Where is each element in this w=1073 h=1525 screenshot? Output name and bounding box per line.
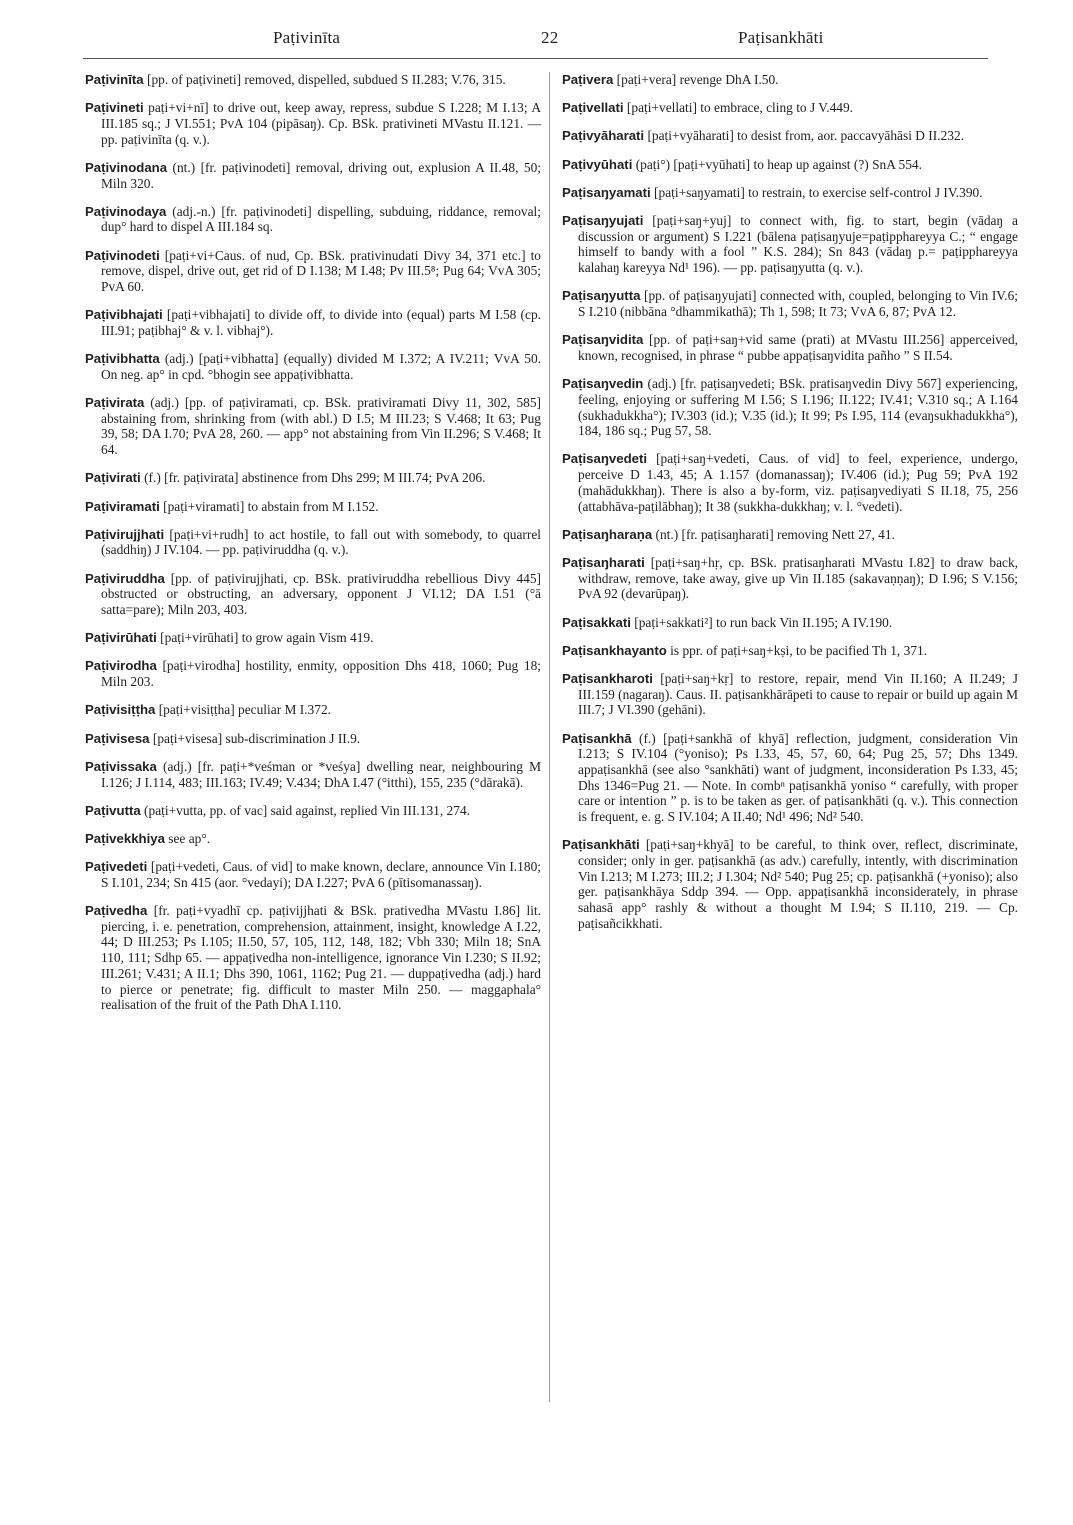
entry-definition: [paṭi+virūhati] to grow again Vism 419. bbox=[156, 630, 374, 646]
entry-definition: [paṭi+saŋ+kṛ] to restore, repair, mend Vin II.160; A II.249; J III.159 (nagaraŋ). Caus. II. paṭisankhārāpeti to cause to repair or build up again M III.7; J VI.390 (gehāni). bbox=[578, 670, 1018, 718]
dictionary-entry bbox=[85, 658, 541, 689]
dictionary-entry bbox=[562, 157, 1018, 173]
entry-headword: Paṭisankhayanto bbox=[562, 642, 667, 658]
entry-headword: Paṭivirati bbox=[85, 470, 141, 486]
entry-headword: Paṭivera bbox=[562, 72, 614, 87]
entry-headword: Paṭisaŋvedeti bbox=[562, 451, 648, 467]
entry-headword: Paṭivirata bbox=[85, 395, 145, 411]
entry-definition: (f.) [paṭi+sankhā of khyā] reflection, judgment, consideration Vin I.213; S IV.104 (°yoniso); Ps I.33, 45, 57, 60, 64; Pug 25, 57; Dhs 1349. appaṭisankhā (see also °sankhāti) want of judgment, inconsideration Ps I.33, 45; Dhs 1346=Pug 21. — Note. In combⁿ paṭisankhā yoniso “ carefully, with proper care or intention ” p. is to be taken as ger. of paṭisankhāti (q. v.). This connection is frequent, e. g. S IV.104; A II.40; Nd¹ 496; Nd² 540. bbox=[578, 730, 1018, 825]
header-right-guide-word: Paṭisankhāti bbox=[738, 28, 824, 47]
left-column bbox=[85, 72, 541, 1025]
entry-headword: Paṭivellati bbox=[562, 100, 624, 116]
entry-definition: [pp. of paṭisaŋyujati] connected with, coupled, belonging to Vin IV.6; S I.210 (nibbāna °dhammikathā); Th 1, 598; It 73; VvA 6, 87; PvA 12. bbox=[578, 288, 1018, 320]
entry-definition: [paṭi+visiṭṭha] peculiar M I.372. bbox=[155, 702, 331, 718]
entry-headword: Paṭisankhāti bbox=[562, 837, 640, 853]
dictionary-entry bbox=[562, 555, 1018, 602]
entry-definition: (paṭi°) [paṭi+vyūhati] to heap up against (?) SnA 554. bbox=[632, 156, 922, 172]
entry-headword: Paṭivyāharati bbox=[562, 128, 645, 144]
dictionary-entry bbox=[562, 213, 1018, 276]
dictionary-entry bbox=[562, 185, 1018, 201]
entry-definition: (adj.-n.) [fr. paṭivinodeti] dispelling, subduing, riddance, removal; dup° hard to dispel A III.184 sq. bbox=[101, 203, 541, 235]
dictionary-entry bbox=[85, 204, 541, 235]
entry-headword: Paṭisaŋyamati bbox=[562, 184, 651, 200]
entry-definition: [pp. of paṭivirujjhati, cp. BSk. prativiruddha rebellious Divy 445] obstructed or obstructing, an adversary, opponent J VI.12; DA I.51 (°ā satta=pare); Miln 203, 403. bbox=[101, 570, 541, 618]
dictionary-entry bbox=[85, 859, 541, 890]
right-column bbox=[562, 72, 1018, 944]
dictionary-entry bbox=[85, 160, 541, 191]
entry-definition: [paṭi+saŋyamati] to restrain, to exercise self-control J IV.390. bbox=[650, 184, 983, 200]
header-left-guide-word: Paṭivinīta bbox=[273, 28, 341, 47]
dictionary-entry bbox=[85, 731, 541, 747]
dictionary-entry bbox=[562, 376, 1018, 439]
dictionary-entry bbox=[562, 527, 1018, 543]
dictionary-entry bbox=[562, 731, 1018, 825]
entry-definition: [paṭi+vyāharati] to desist from, aor. paccavyāhāsi D II.232. bbox=[644, 128, 964, 144]
dictionary-entry bbox=[562, 288, 1018, 319]
entry-headword: Paṭivekkhiya bbox=[85, 830, 165, 846]
entry-headword: Paṭivutta bbox=[85, 802, 141, 818]
entry-definition: [paṭi+sakkati²] to run back Vin II.195; A IV.190. bbox=[630, 614, 893, 630]
entry-headword: Paṭivedeti bbox=[85, 859, 148, 875]
entry-headword: Paṭiviramati bbox=[85, 498, 160, 514]
entry-headword: Paṭisankharoti bbox=[562, 670, 653, 686]
dictionary-entry bbox=[562, 451, 1018, 514]
dictionary-entry bbox=[562, 643, 1018, 659]
entry-definition: (adj.) [paṭi+vibhatta] (equally) divided M I.372; A IV.211; VvA 50. On neg. ap° in cpd. °bhogin see appaṭivibhatta. bbox=[101, 351, 541, 382]
entry-definition: [paṭi+vi+Caus. of nud, Cp. BSk. prativinudati Divy 34, 371 etc.] to remove, dispel, drive out, get rid of D I.138; M I.48; Pv III.5⁸; Pug 64; VvA 305; PvA 60. bbox=[101, 247, 541, 295]
entry-definition: (nt.) [fr. paṭivinodeti] removal, driving out, explusion A II.48, 50; Miln 320. bbox=[101, 159, 541, 191]
entry-headword: Paṭisakkati bbox=[562, 614, 631, 630]
entry-definition: (f.) [fr. paṭivirata] abstinence from Dhs 299; M III.74; PvA 206. bbox=[140, 470, 486, 486]
entry-definition: (adj.) [pp. of paṭiviramati, cp. BSk. prativiramati Divy 11, 302, 585] abstaining from, shrinking from (with abl.) D I.5; M III.23; S V.468; It 63; Pug 39, 58; DA I.70; PvA 28, 260. — app° not abstaining from Vin II.296; S V.468; It 64. bbox=[101, 395, 541, 458]
dictionary-entry bbox=[85, 571, 541, 618]
dictionary-entry bbox=[85, 630, 541, 646]
entry-definition: paṭi+vi+nī] to drive out, keep away, repress, subdue S I.228; M I.13; A III.185 sq.; J VI.551; PvA 104 (pipāsaŋ). Cp. BSk. prativineti MVastu II.121. — pp. paṭivinīta (q. v.). bbox=[101, 100, 541, 147]
entry-headword: Paṭivineti bbox=[85, 100, 144, 116]
entry-headword: Paṭivirodha bbox=[85, 658, 157, 674]
entry-headword: Paṭivisiṭṭha bbox=[85, 702, 156, 718]
entry-definition: is ppr. of paṭi+saŋ+kṣi, to be pacified Th 1, 371. bbox=[666, 642, 928, 658]
entry-headword: Paṭivissaka bbox=[85, 758, 157, 774]
dictionary-entry bbox=[85, 903, 541, 1013]
entry-definition: [paṭi+visesa] sub-discrimination J II.9. bbox=[149, 730, 361, 746]
entry-headword: Paṭisaŋyutta bbox=[562, 288, 641, 304]
entry-headword: Paṭisankhā bbox=[562, 730, 632, 746]
entry-headword: Paṭisaŋyujati bbox=[562, 213, 644, 229]
dictionary-entry bbox=[85, 702, 541, 718]
dictionary-entry bbox=[562, 128, 1018, 144]
entry-definition: [paṭi+vi+rudh] to act hostile, to fall out with somebody, to quarrel (saddhiŋ) J IV.104. — pp. paṭiviruddha (q. v.). bbox=[101, 526, 541, 558]
entry-definition: [pp. of paṭivineti] removed, dispelled, subdued S II.283; V.76, 315. bbox=[143, 72, 506, 87]
dictionary-entry bbox=[85, 803, 541, 819]
dictionary-entry bbox=[85, 100, 541, 147]
entry-definition: see ap°. bbox=[164, 830, 211, 846]
dictionary-entry bbox=[562, 837, 1018, 931]
dictionary-entry bbox=[85, 759, 541, 790]
entry-headword: Paṭivisesa bbox=[85, 730, 150, 746]
entry-headword: Paṭisaŋvedin bbox=[562, 376, 644, 392]
entry-headword: Paṭivinodeti bbox=[85, 247, 160, 263]
entry-definition: (adj.) [fr. paṭi+*veśman or *veśya] dwelling near, neighbouring M I.126; J I.114, 483; III.163; IV.49; V.434; DhA I.47 (°itthi), 155, 235 (°dārakā). bbox=[101, 758, 541, 790]
entry-headword: Paṭivinodaya bbox=[85, 203, 167, 219]
column-separator bbox=[549, 72, 550, 1402]
entry-headword: Paṭisaŋvidita bbox=[562, 332, 644, 348]
entry-definition: (paṭi+vutta, pp. of vac] said against, replied Vin III.131, 274. bbox=[140, 802, 470, 818]
dictionary-entry bbox=[85, 831, 541, 847]
dictionary-entry bbox=[85, 351, 541, 382]
entry-definition: (adj.) [fr. paṭisaŋvedeti; BSk. pratisaŋvedin Divy 567] experiencing, feeling, enjoying or suffering M I.56; S I.196; II.122; IV.41; V.310 sq.; A I.164 (sukhadukkha°); IV.303 (id.); V.35 (id.); It 99; Ps I.95, 114 (evaŋsukhadukkha°), 184, 186 sq.; Pug 57, 58. bbox=[578, 376, 1018, 439]
dictionary-entry bbox=[85, 470, 541, 486]
dictionary-entry bbox=[562, 615, 1018, 631]
entry-definition: [fr. paṭi+vyadhī cp. paṭivijjhati & BSk. prativedha MVastu I.86] lit. piercing, i. e. penetration, comprehension, attainment, insight, knowledge A I.22, 44; D III.253; Ps I.105; II.50, 57, 105, 112, 148, 182; Vbh 330; Miln 18; SnA 110, 111; Sdhp 65. — appaṭivedha non-intelligence, ignorance Vin I.230; S II.92; III.261; V.431; A II.1; Dhs 390, 1061, 1162; Pug 21. — duppaṭivedha (adj.) hard to pierce or penetrate; fig. difficult to master Miln 250. — maggaphala° realisation of the fruit of the Path DhA I.110. bbox=[101, 903, 541, 1013]
dictionary-entry bbox=[562, 332, 1018, 363]
dictionary-entry bbox=[562, 72, 1018, 88]
entry-definition: [paṭi+vedeti, Caus. of vid] to make known, declare, announce Vin I.180; S I.101, 234; Sn 415 (aor. °vedayi); DA I.227; PvA 6 (pītisomanassaŋ). bbox=[101, 859, 541, 890]
entry-definition: [paṭi+saŋ+hṛ, cp. BSk. pratisaŋharati MVastu I.82] to draw back, withdraw, remove, take away, give up Vin II.185 (sakavaṇṇaŋ); D I.96; S V.156; PvA 92 (devarūpaŋ). bbox=[578, 554, 1018, 602]
entry-headword: Paṭivedha bbox=[85, 903, 148, 919]
dictionary-entry bbox=[85, 248, 541, 295]
entry-headword: Paṭivirūhati bbox=[85, 630, 157, 646]
entry-definition: (nt.) [fr. paṭisaŋharati] removing Nett 27, 41. bbox=[652, 526, 895, 542]
entry-headword: Paṭiviruddha bbox=[85, 570, 165, 586]
page-number: 22 bbox=[541, 28, 559, 47]
entry-definition: [paṭi+vibhajati] to divide off, to divide into (equal) parts M I.58 (cp. III.91; paṭibhaj° & v. l. vibhaj°). bbox=[101, 307, 541, 338]
header-rule bbox=[83, 58, 988, 59]
entry-headword: Paṭivinīta bbox=[85, 72, 144, 87]
dictionary-entry bbox=[85, 499, 541, 515]
entry-headword: Paṭisaŋharati bbox=[562, 554, 645, 570]
dictionary-entry bbox=[85, 527, 541, 558]
entry-definition: [pp. of paṭi+saŋ+vid same (prati) at MVastu III.256] apperceived, known, recognised, in phrase “ pubbe appaṭisaŋvidita pañho ” S II.54. bbox=[578, 332, 1018, 363]
dictionary-entry bbox=[85, 307, 541, 338]
entry-headword: Paṭivyūhati bbox=[562, 156, 633, 172]
entry-definition: [paṭi+vera] revenge DhA I.50. bbox=[613, 72, 779, 87]
entry-headword: Paṭivibhajati bbox=[85, 307, 163, 323]
entry-headword: Paṭisaŋharaṇa bbox=[562, 526, 653, 542]
entry-definition: [paṭi+viramati] to abstain from M I.152. bbox=[159, 498, 379, 514]
entry-definition: [paṭi+saŋ+khyā] to be careful, to think over, reflect, discriminate, consider; only in ger. paṭisankhā (as adv.) carefully, intently, with discrimination Vin I.213; M I.273; III.2; J I.304; Nd² 540; Pug 25; cp. paṭisankhā (+yoniso); also ger. paṭisankhāya Sddp 394. — Opp. appaṭisankhā inconsiderately, in phrase sahasā app° rashly & without a thought M I.94; S II.110, 219. — Cp. paṭisañcikkhati. bbox=[578, 837, 1018, 931]
dictionary-entry bbox=[85, 395, 541, 458]
entry-definition: [paṭi+virodha] hostility, enmity, opposition Dhs 418, 1060; Pug 18; Miln 203. bbox=[101, 658, 541, 690]
entry-definition: [paṭi+vellati] to embrace, cling to J V.449. bbox=[623, 100, 854, 116]
dictionary-entry bbox=[562, 671, 1018, 718]
entry-definition: [paṭi+saŋ+yuj] to connect with, fig. to start, begin (vādaŋ a discussion or argument) S I.221 (bālena paṭisaŋyuje=paṭipphareyya C.; “ engage himself to bandy with a fool ” K.S. 284); Sn 843 (vādaŋ p.= paṭipphareyya kalahaŋ kareyya Nd¹ 196). — pp. paṭisaŋyutta (q. v.). bbox=[578, 213, 1018, 276]
entry-headword: Paṭivirujjhati bbox=[85, 526, 165, 542]
entry-definition: [paṭi+saŋ+vedeti, Caus. of vid] to feel, experience, undergo, perceive D 1.43, 45; A 1.157 (domanassaŋ); IV.406 (id.); Pug 59; PvA 192 (mahādukkhaŋ). There is also a by-form, viz. paṭisaŋvediyati S II.18, 75, 256 (attabhāva-paṭilābhaŋ); It 38 (sukkha-dukkhaŋ; v. l. °vedeti). bbox=[578, 451, 1018, 514]
entry-headword: Paṭivibhatta bbox=[85, 351, 160, 367]
dictionary-entry bbox=[562, 100, 1018, 116]
dictionary-entry bbox=[85, 72, 541, 88]
entry-headword: Paṭivinodana bbox=[85, 159, 168, 175]
running-header bbox=[83, 28, 993, 54]
